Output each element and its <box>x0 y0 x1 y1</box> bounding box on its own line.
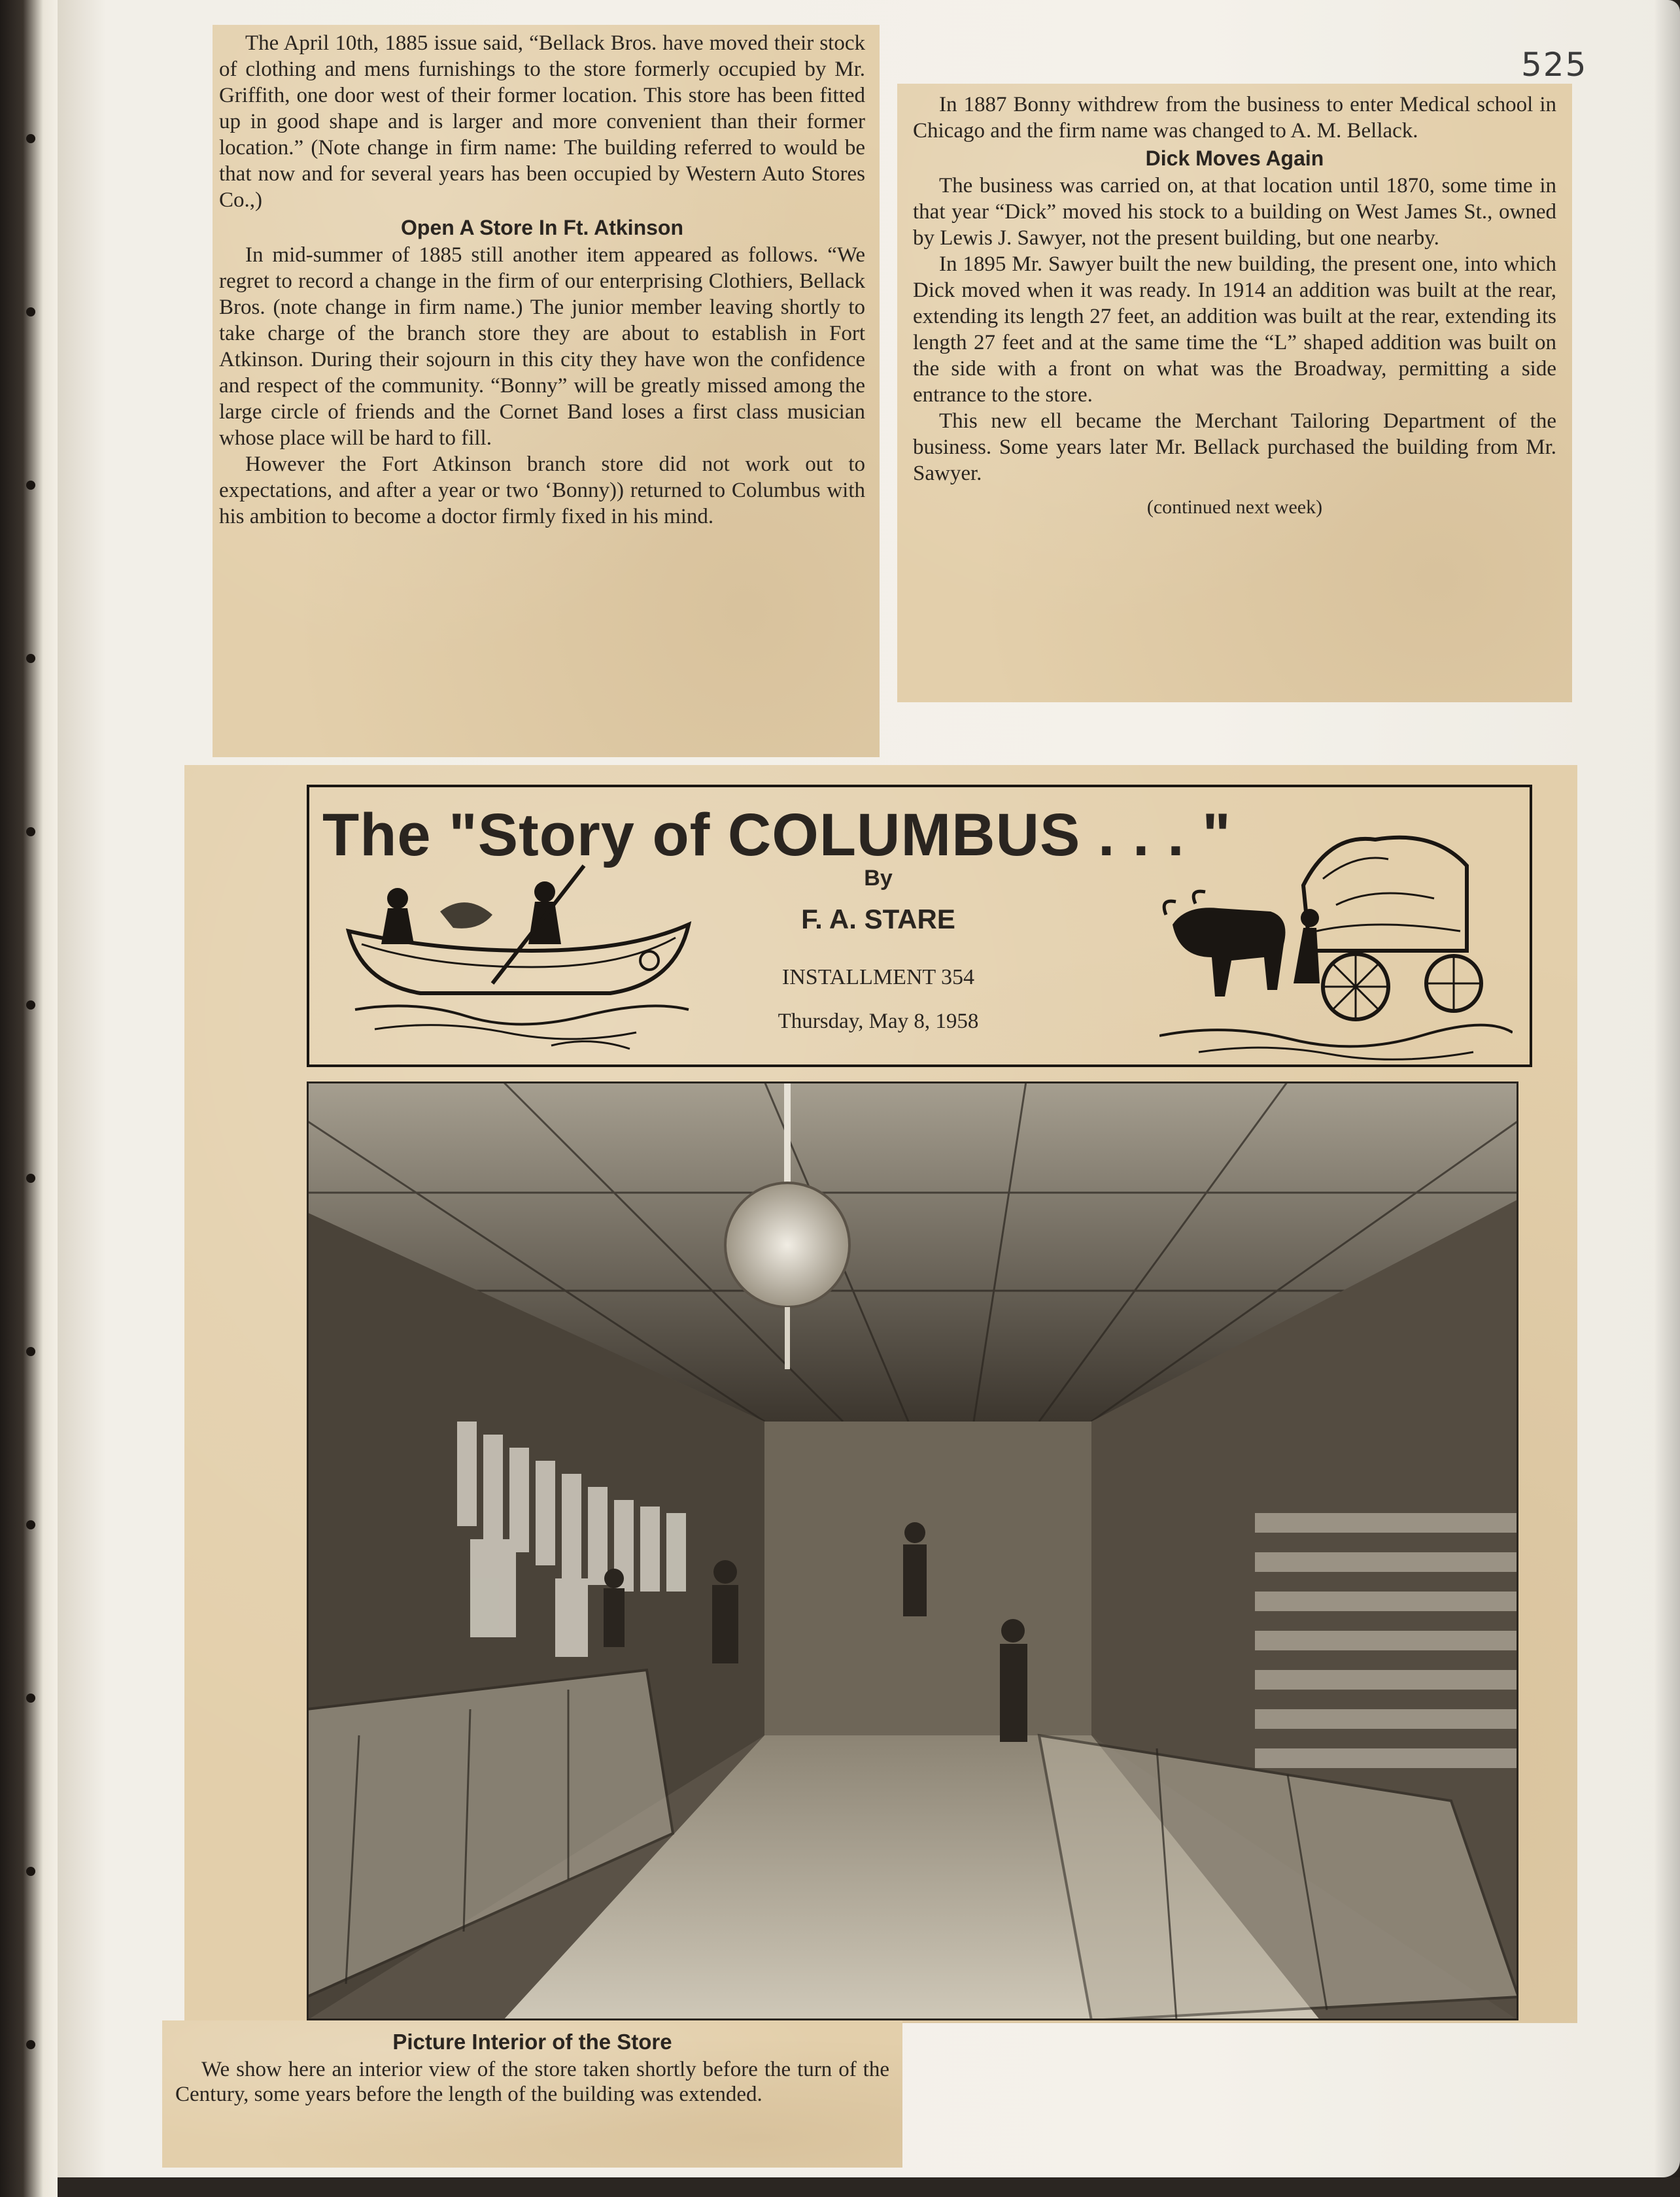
paragraph: In mid-summer of 1885 still another item appeared as follows. “We regret to record a change in the firm of our enterprising Clothiers, Bellack Bros. (note change in firm name.) The junior member leaving shortly to take charge of the branch store they are about to establish in Fort Atkinson. During their sojourn in this city they have won the confidence and respect of the community. “Bonny” will be greatly missed among the large circle of friends and the Cornet Band loses a first class musician whose place will be hard to fill. <box>219 243 865 450</box>
publication-date: Thursday, May 8, 1958 <box>778 1010 979 1033</box>
clipping-photo-caption <box>162 2020 902 2168</box>
section-heading: Dick Moves Again <box>1145 146 1324 170</box>
continued-note: (continued next week) <box>1146 496 1323 518</box>
covered-wagon-illustration <box>1159 826 1513 1062</box>
author-name: F. A. STARE <box>801 904 955 934</box>
binding-hole <box>26 654 35 663</box>
page-number: 525 <box>1521 46 1588 84</box>
binding-hole <box>26 1694 35 1703</box>
binding-hole <box>26 1347 35 1356</box>
binding-hole <box>26 1520 35 1529</box>
caption-title: Picture Interior of the Store <box>392 2030 672 2054</box>
binding-hole <box>26 1867 35 1876</box>
binding-hole <box>26 1000 35 1010</box>
clipping-right-column <box>897 84 1572 702</box>
binding-hole <box>26 481 35 490</box>
caption-body: We show here an interior view of the store taken shortly before the turn of the Century, some years before the length of the building was extended. <box>175 2058 889 2106</box>
binding-strip <box>0 0 58 2197</box>
binding-hole <box>26 307 35 316</box>
clipping-masthead-photo <box>184 765 1577 2023</box>
paragraph: This new ell became the Merchant Tailoring Department of the business. Some years later Mr. Bellack purchased the building from Mr. Sawyer. <box>913 409 1556 485</box>
photograph-image <box>307 1081 1518 2020</box>
binding-hole <box>26 827 35 836</box>
store-interior-photograph <box>307 1081 1518 2020</box>
installment-number: INSTALLMENT 354 <box>781 965 975 989</box>
binding-hole <box>26 2040 35 2049</box>
section-heading: Open A Store In Ft. Atkinson <box>401 216 683 239</box>
binding-hole <box>26 1174 35 1183</box>
paragraph: The April 10th, 1885 issue said, “Bellack Bros. have moved their stock of clothing and mens furnishings to the store formerly occupied by Mr. Griffith, one door west of their former location. This store has been fitted up in good shape and is larger and more convenient than their former location.” (Note change in firm name: The building referred to would be that now and for several years has been occupied by Western Auto Stores Co.,) <box>219 31 865 212</box>
paragraph: However the Fort Atkinson branch store did not work out to expectations, and after a year or two ‘Bonny)) returned to Columbus with his ambition to become a doctor firmly fixed in his mind. <box>219 452 865 528</box>
paragraph: In 1887 Bonny withdrew from the business to enter Medical school in Chicago and the firm name was changed to A. M. Bellack. <box>913 93 1556 143</box>
paragraph: The business was carried on, at that location until 1870, some time in that year “Dick” moved his stock to a building on West James St., owned by Lewis J. Sawyer, not the present building, but one nearby. <box>913 174 1556 250</box>
clipping-left-column <box>213 25 880 757</box>
masthead-title: The "Story of COLUMBUS . . . " <box>322 802 1231 868</box>
byline-by: By <box>864 866 893 891</box>
paragraph: In 1895 Mr. Sawyer built the new building, the present one, into which Dick moved when it was ready. In 1914 an addition was built at the rear, extending its length 27 feet, an addition was built at the rear, extending its length 27 feet and at the same time the “L” shaped addition was built on the side with a front on what was the Broadway, permitting a side entrance to the store. <box>913 252 1556 407</box>
masthead <box>307 785 1532 1067</box>
binding-hole <box>26 134 35 143</box>
page-edge <box>1654 0 1680 2177</box>
canoe-illustration <box>335 853 702 1055</box>
